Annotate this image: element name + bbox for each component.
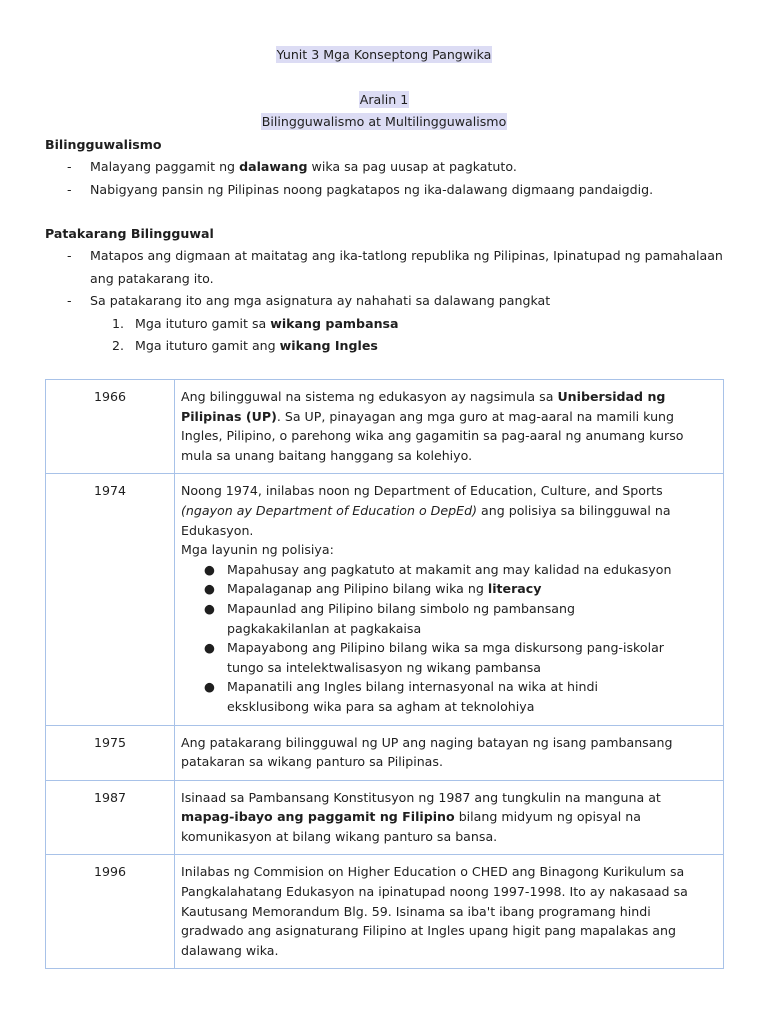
numbered-sublist: [90, 313, 725, 358]
item-text: Mapayabong ang Pilipino bilang wika sa mga diskursong pang-iskolar tungo sa intelektwalisasyon ng wikang pambansa: [227, 640, 664, 675]
item-text: Mga ituturo gamit sa: [135, 315, 271, 331]
item-text: Sa patakarang ito ang mga asignatura ay nahahati sa dalawang pangkat: [90, 293, 551, 308]
item-text: Mapaunlad ang Pilipino bilang simbolo ng pambansang pagkakakilanlan at pagkakaisa: [227, 600, 575, 636]
description-cell: [175, 380, 724, 474]
dash-marker: -: [67, 293, 72, 308]
objective-item: [181, 677, 715, 716]
item-text: Mapalaganap ang Pilipino bilang wika ng: [227, 581, 488, 597]
section-heading-bilingguwalismo: Bilingguwalismo: [45, 137, 162, 152]
item-text: wika sa pag uusap at pagkatuto.: [307, 159, 517, 174]
cell-text: Mga layunin ng polisiya:: [181, 542, 334, 558]
list-item: [45, 290, 725, 358]
dash-marker: -: [67, 159, 72, 174]
table-row: [46, 380, 724, 474]
bullet-marker: ●: [204, 581, 215, 597]
bullet-marker: ●: [204, 561, 215, 577]
item-text: Mapanatili ang Ingles bilang internasyonal na wika at hindi eksklusibong wika para sa agham at teknolohiya: [227, 679, 598, 714]
numbered-item: [90, 313, 725, 336]
item-number: 2.: [112, 338, 125, 353]
objectives-list: [181, 560, 715, 717]
cell-text: Noong 1974, inilabas noon ng Department of Education, Culture, and Sports: [181, 483, 663, 499]
bullet-marker: ●: [204, 600, 215, 616]
table-row: [46, 725, 724, 780]
bilingguwalismo-list: [45, 156, 725, 201]
description-cell: Ang patakarang bilingguwal ng UP ang naging batayan ng isang pambansang patakaran sa wikang panturo sa Pilipinas.: [175, 725, 724, 780]
year-cell: 1974: [46, 474, 175, 725]
lesson-title-text: Bilingguwalismo at Multilingguwalismo: [261, 114, 507, 129]
lesson-title: [0, 111, 768, 134]
item-text: Mga ituturo gamit ang: [135, 338, 280, 353]
cell-bold: mapag-ibayo ang paggamit ng Filipino: [181, 809, 455, 825]
table-row: [46, 855, 724, 969]
item-text: Nabigyang pansin ng Pilipinas noong pagkatapos ng ika-dalawang digmaang pandaigdig.: [90, 181, 654, 197]
item-number: 1.: [112, 315, 125, 331]
objective-item: [181, 560, 715, 580]
item-bold: wikang Ingles: [279, 338, 378, 353]
timeline-table: [45, 379, 724, 969]
description-cell: [175, 474, 724, 725]
year-cell: 1996: [46, 855, 175, 969]
table-row: [46, 474, 724, 725]
description-cell: Inilabas ng Commision on Higher Education o CHED ang Binagong Kurikulum sa Pangkalahatang Edukasyon na ipinatupad noong 1997-1998. Ito ay nakasaad sa Kautusang Memorandum Blg. 59. Isinama sa iba't ibang programang hindi gradwado ang asignaturang Filipino at Ingles upang higit pang mapalakas ang dalawang wika.: [175, 855, 724, 969]
dash-marker: -: [67, 181, 72, 197]
dash-marker: -: [67, 248, 72, 263]
year-cell: 1975: [46, 725, 175, 780]
numbered-item: [90, 335, 725, 358]
cell-text: Ang bilingguwal na sistema ng edukasyon ay nagsimula sa: [181, 389, 558, 404]
cell-text-line: [181, 501, 715, 540]
objective-item: [181, 599, 715, 638]
item-text: Matapos ang digmaan at maitatag ang ika-tatlong republika ng Pilipinas, Ipinatupad ng pamahalaan ang patakarang ito.: [90, 248, 723, 286]
cell-bold: Unibersidad ng Pilipinas (UP): [181, 389, 666, 424]
item-bold: literacy: [487, 581, 542, 597]
description-cell: [175, 780, 724, 855]
year-cell: 1987: [46, 780, 175, 855]
list-item: [45, 156, 725, 179]
bullet-marker: ●: [204, 679, 215, 695]
year-cell: 1966: [46, 380, 175, 474]
objective-item: [181, 579, 715, 599]
cell-text: . Sa UP, pinayagan ang mga guro at mag-aaral na mamili kung Ingles, Pilipino, o parehong wika ang gagamitin sa pag-aaral ng anumang kurso mula sa unang baitang hanggang sa kolehiyo.: [181, 408, 684, 463]
lesson-number-text: Aralin 1: [359, 92, 409, 107]
cell-text: ang polisiya sa bilingguwal na Edukasyon.: [181, 502, 671, 538]
list-item: [45, 179, 725, 202]
cell-italic: (ngayon ay Department of Education o DepEd): [181, 502, 477, 518]
unit-title: [0, 44, 768, 67]
cell-text: bilang midyum ng opisyal na komunikasyon at bilang wikang panturo sa bansa.: [181, 809, 641, 844]
bullet-marker: ●: [204, 640, 215, 656]
item-text: Mapahusay ang pagkatuto at makamit ang may kalidad na edukasyon: [227, 561, 672, 577]
section-heading-patakaran: Patakarang Bilingguwal: [45, 226, 214, 241]
lesson-number: [0, 89, 768, 112]
item-bold: wikang pambansa: [270, 315, 399, 331]
objective-item: [181, 638, 715, 677]
list-item: [45, 245, 725, 290]
cell-text: Isinaad sa Pambansang Konstitusyon ng 1987 ang tungkulin na manguna at: [181, 789, 661, 805]
item-text: Malayang paggamit ng: [90, 159, 240, 174]
patakaran-list: [45, 245, 725, 358]
item-bold: dalawang: [239, 159, 308, 174]
table-row: [46, 780, 724, 855]
unit-title-text: Yunit 3 Mga Konseptong Pangwika: [276, 47, 492, 62]
